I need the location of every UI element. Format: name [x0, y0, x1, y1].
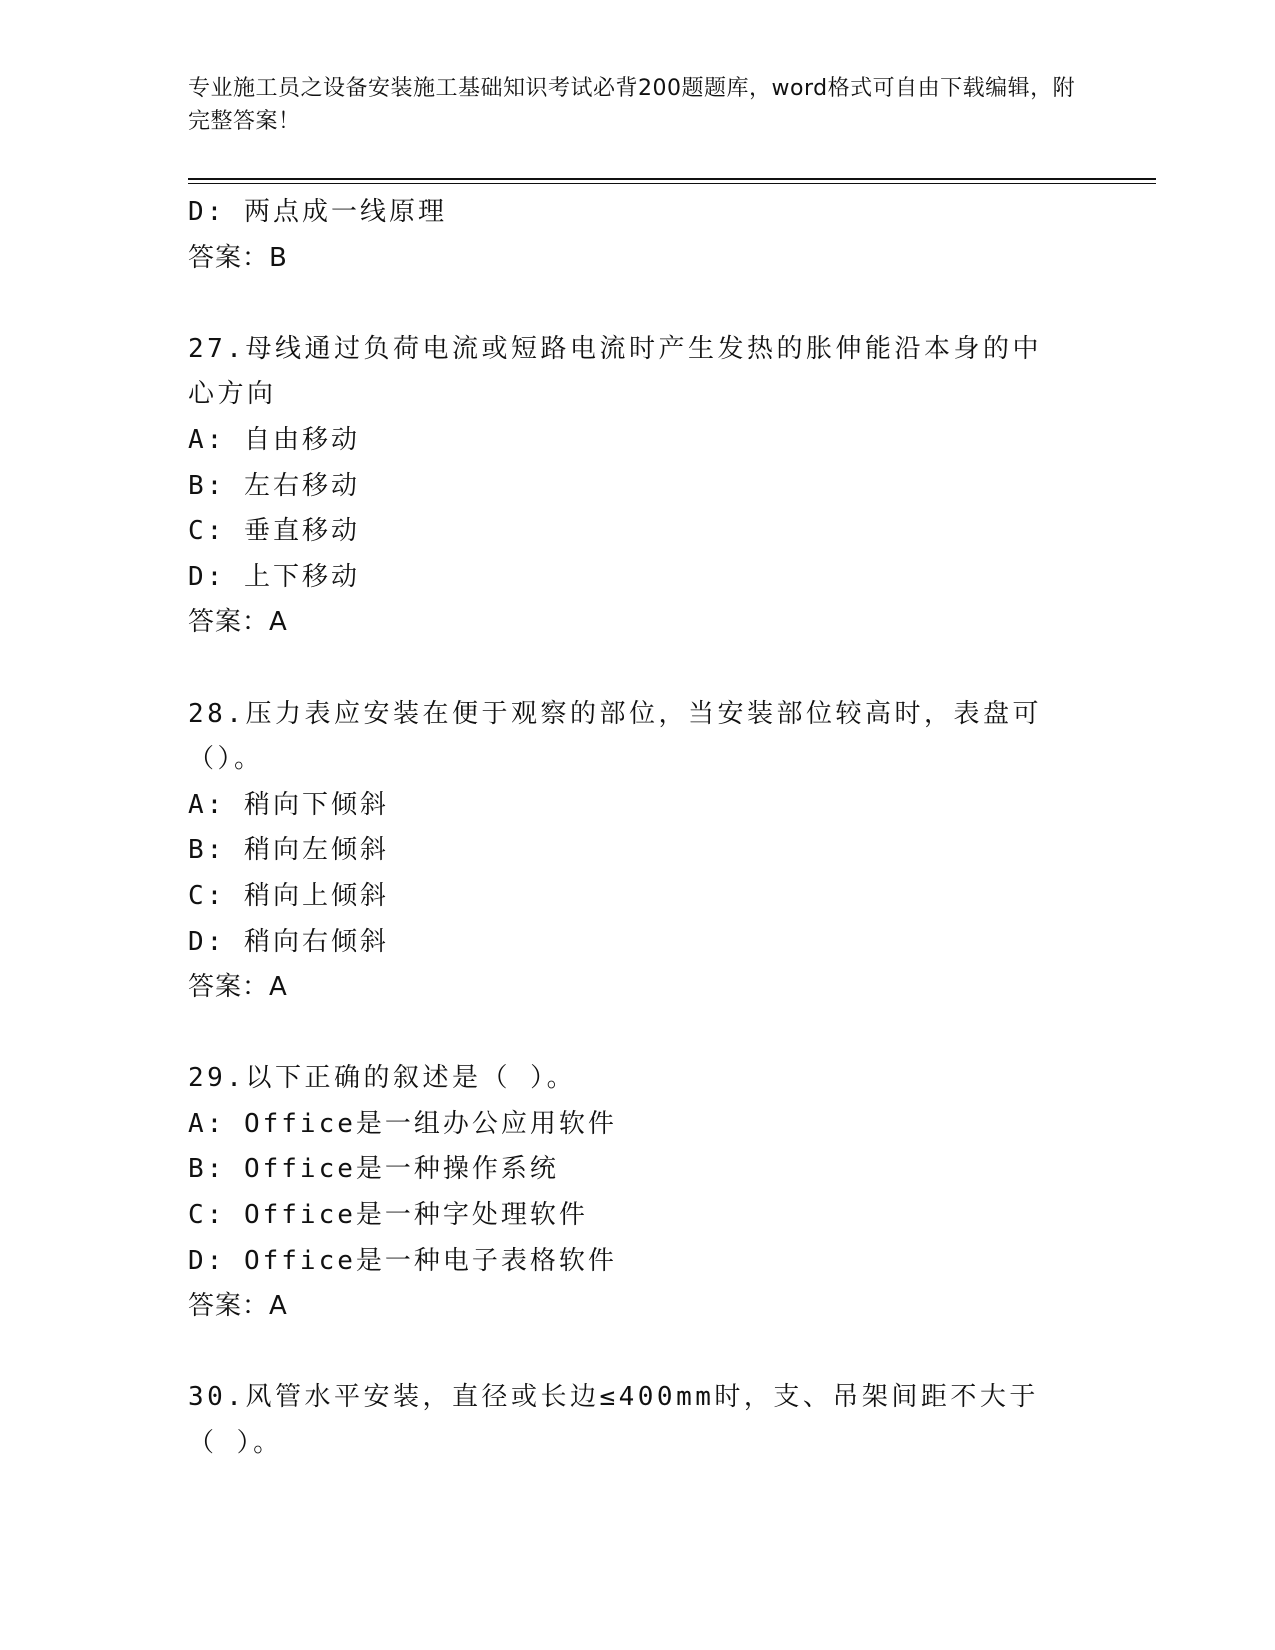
option-d: D: 稍向右倾斜: [188, 926, 389, 957]
spacer: [188, 1330, 1088, 1376]
option-a: A: 自由移动: [188, 424, 360, 455]
answer: 答案：A: [188, 607, 288, 638]
option-a: A: Office是一组办公应用软件: [188, 1108, 617, 1139]
spacer: [188, 281, 1088, 327]
spacer: [188, 1011, 1088, 1057]
option-c: C: 垂直移动: [188, 516, 360, 547]
option-b: B: Office是一种操作系统: [188, 1154, 559, 1185]
question-title: 27.母线通过负荷电流或短路电流时产生发热的胀伸能沿本身的中心方向: [188, 333, 1042, 410]
option-d: D: 上下移动: [188, 561, 360, 592]
document-header: 专业施工员之设备安装施工基础知识考试必背200题题库，word格式可自由下载编辑，附完整答案！: [188, 76, 1076, 134]
question-title: 30.风管水平安装，直径或长边≤400mm时，支、吊架间距不大于（ ）。: [188, 1382, 1039, 1459]
answer: 答案：B: [188, 242, 288, 273]
option-c: C: Office是一种字处理软件: [188, 1200, 588, 1231]
document-body: [188, 190, 1088, 1467]
option-d: D: 两点成一线原理: [188, 197, 447, 227]
option-c: C: 稍向上倾斜: [188, 880, 389, 911]
option-b: B: 左右移动: [188, 470, 360, 501]
option-d: D: Office是一种电子表格软件: [188, 1245, 617, 1276]
question-title: 28.压力表应安装在便于观察的部位，当安装部位较高时，表盘可（）。: [188, 698, 1042, 775]
option-a: A: 稍向下倾斜: [188, 789, 389, 820]
answer: 答案：A: [188, 972, 288, 1003]
answer: 答案：A: [188, 1291, 288, 1322]
option-b: B: 稍向左倾斜: [188, 835, 389, 866]
header-rule-thick: [188, 178, 1156, 180]
header-rule-thin: [188, 183, 1156, 184]
spacer: [188, 646, 1088, 692]
question-title: 29.以下正确的叙述是（ ）。: [188, 1063, 577, 1094]
